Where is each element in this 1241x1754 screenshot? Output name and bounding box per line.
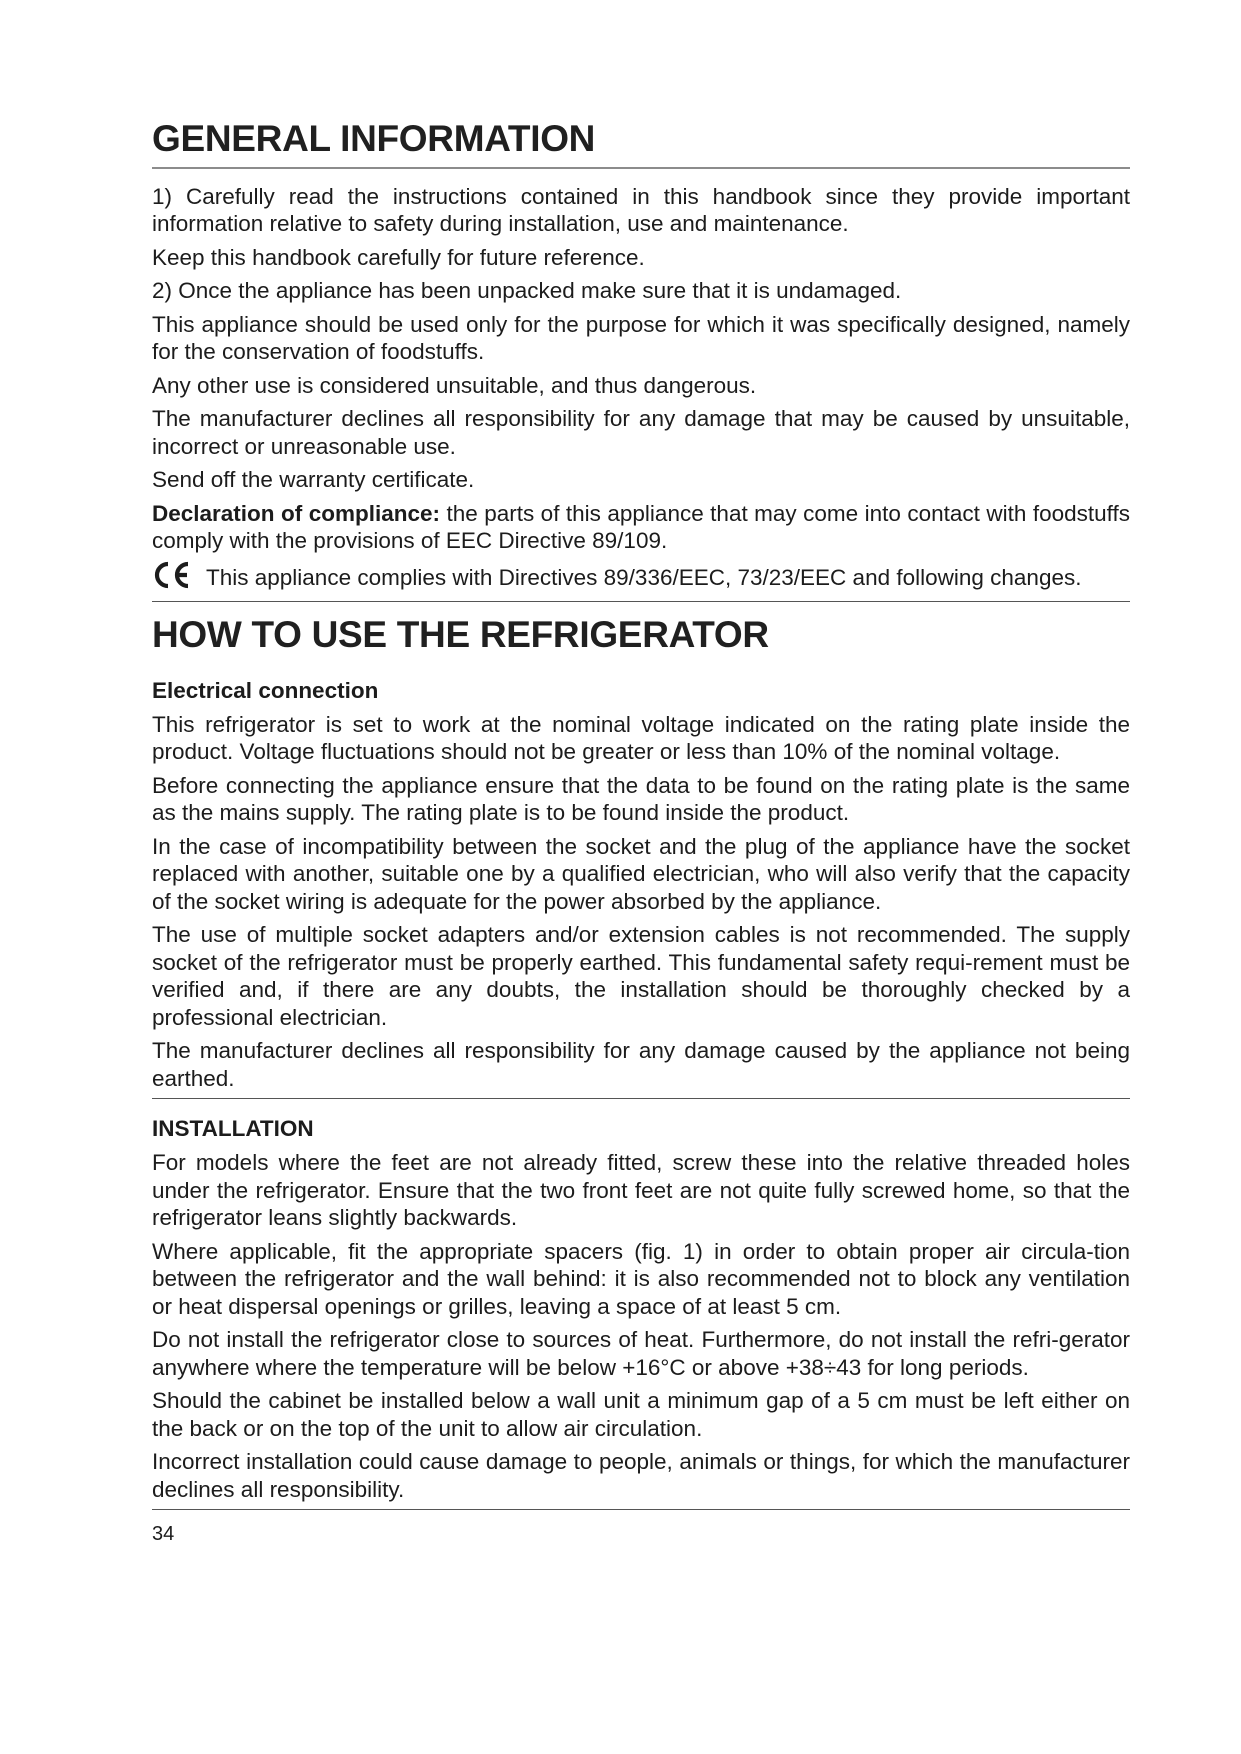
general-paragraph-3: 2) Once the appliance has been unpacked make sure that it is undamaged. [152,278,902,304]
page-number: 34 [152,1523,175,1546]
installation-paragraph-1: For models where the feet are not already fitted, screw these into the relative threaded holes under the refrigerator. Ensure that the two front feet are not quite fully screwed home, so that the refrigerator leans slightly backwards. [152,1150,1130,1231]
ce-compliance-paragraph [152,561,1130,596]
ce-compliance-text: This appliance complies with Directives 89/336/EEC, 73/23/EEC and following changes. [206,564,1082,590]
electrical-paragraph-5: The manufacturer declines all responsibility for any damage caused by the appliance not being earthed. [152,1038,1130,1091]
electrical-paragraph-4: The use of multiple socket adapters and/or extension cables is not recommended. The supply socket of the refrigerator must be properly earthed. This fundamental safety requi-rement must be verified and, if there are any doubts, the installation should be thoroughly checked by a professional electrician. [152,922,1130,1030]
installation-paragraph-3: Do not install the refrigerator close to sources of heat. Furthermore, do not install the refri-gerator anywhere where the temperature will be below +16°C or above +38÷43 for long periods. [152,1327,1130,1380]
declaration-label: Declaration of compliance: [152,500,440,526]
installation-paragraph-5: Incorrect installation could cause damage to people, animals or things, for which the manufacturer declines all responsibility. [152,1449,1130,1502]
declaration-text: the parts of this appliance that may come into contact with foodstuffs comply with the provisions of EEC Directive 89/109. [152,500,1130,554]
installation-paragraph-2: Where applicable, fit the appropriate spacers (fig. 1) in order to obtain proper air circula-tion between the refrigerator and the wall behind: it is also recommended not to block any ventilation or heat dispersal openings or grilles, leaving a space of at least 5 cm. [152,1238,1130,1319]
general-paragraph-5: Any other use is considered unsuitable, and thus dangerous. [152,372,757,398]
general-paragraph-2: Keep this handbook carefully for future reference. [152,244,645,270]
electrical-paragraph-1: This refrigerator is set to work at the nominal voltage indicated on the rating plate inside the product. Voltage fluctuations should not be greater or less than 10% of the nominal voltage. [152,711,1130,765]
electrical-paragraph-2: Before connecting the appliance ensure that the data to be found on the rating plate is the same as the mains supply. The rating plate is to be found inside the product. [152,772,1130,826]
general-paragraph-7: Send off the warranty certificate. [152,467,475,493]
general-information-title: GENERAL INFORMATION [152,118,1130,169]
how-to-use-title: HOW TO USE THE REFRIGERATOR [152,614,769,656]
page-content [152,118,1130,1546]
electrical-paragraph-3: In the case of incompatibility between the socket and the plug of the appliance have the socket replaced with another, suitable one by a qualified electrician, who will also verify that the capacity of the socket wiring is adequate for the power absorbed by the appliance. [152,833,1130,914]
general-paragraph-1: 1) Carefully read the instructions contained in this handbook since they provide important information relative to safety during installation, use and maintenance. [152,183,1130,237]
installation-heading: INSTALLATION [152,1116,314,1142]
general-paragraph-6: The manufacturer declines all responsibility for any damage that may be caused by unsuitable, incorrect or unreasonable use. [152,406,1130,459]
electrical-connection-heading: Electrical connection [152,677,379,703]
section-divider [152,1098,1130,1099]
ce-mark-icon [152,561,192,596]
installation-section [152,1115,1130,1503]
installation-paragraph-4: Should the cabinet be installed below a wall unit a minimum gap of a 5 cm must be left either on the back or on the top of the unit to allow air circulation. [152,1388,1130,1441]
declaration-of-compliance [152,500,1130,555]
section-divider [152,1509,1130,1510]
section-divider [152,601,1130,602]
general-paragraph-4: This appliance should be used only for the purpose for which it was specifically designed, namely for the conservation of foodstuffs. [152,311,1130,365]
